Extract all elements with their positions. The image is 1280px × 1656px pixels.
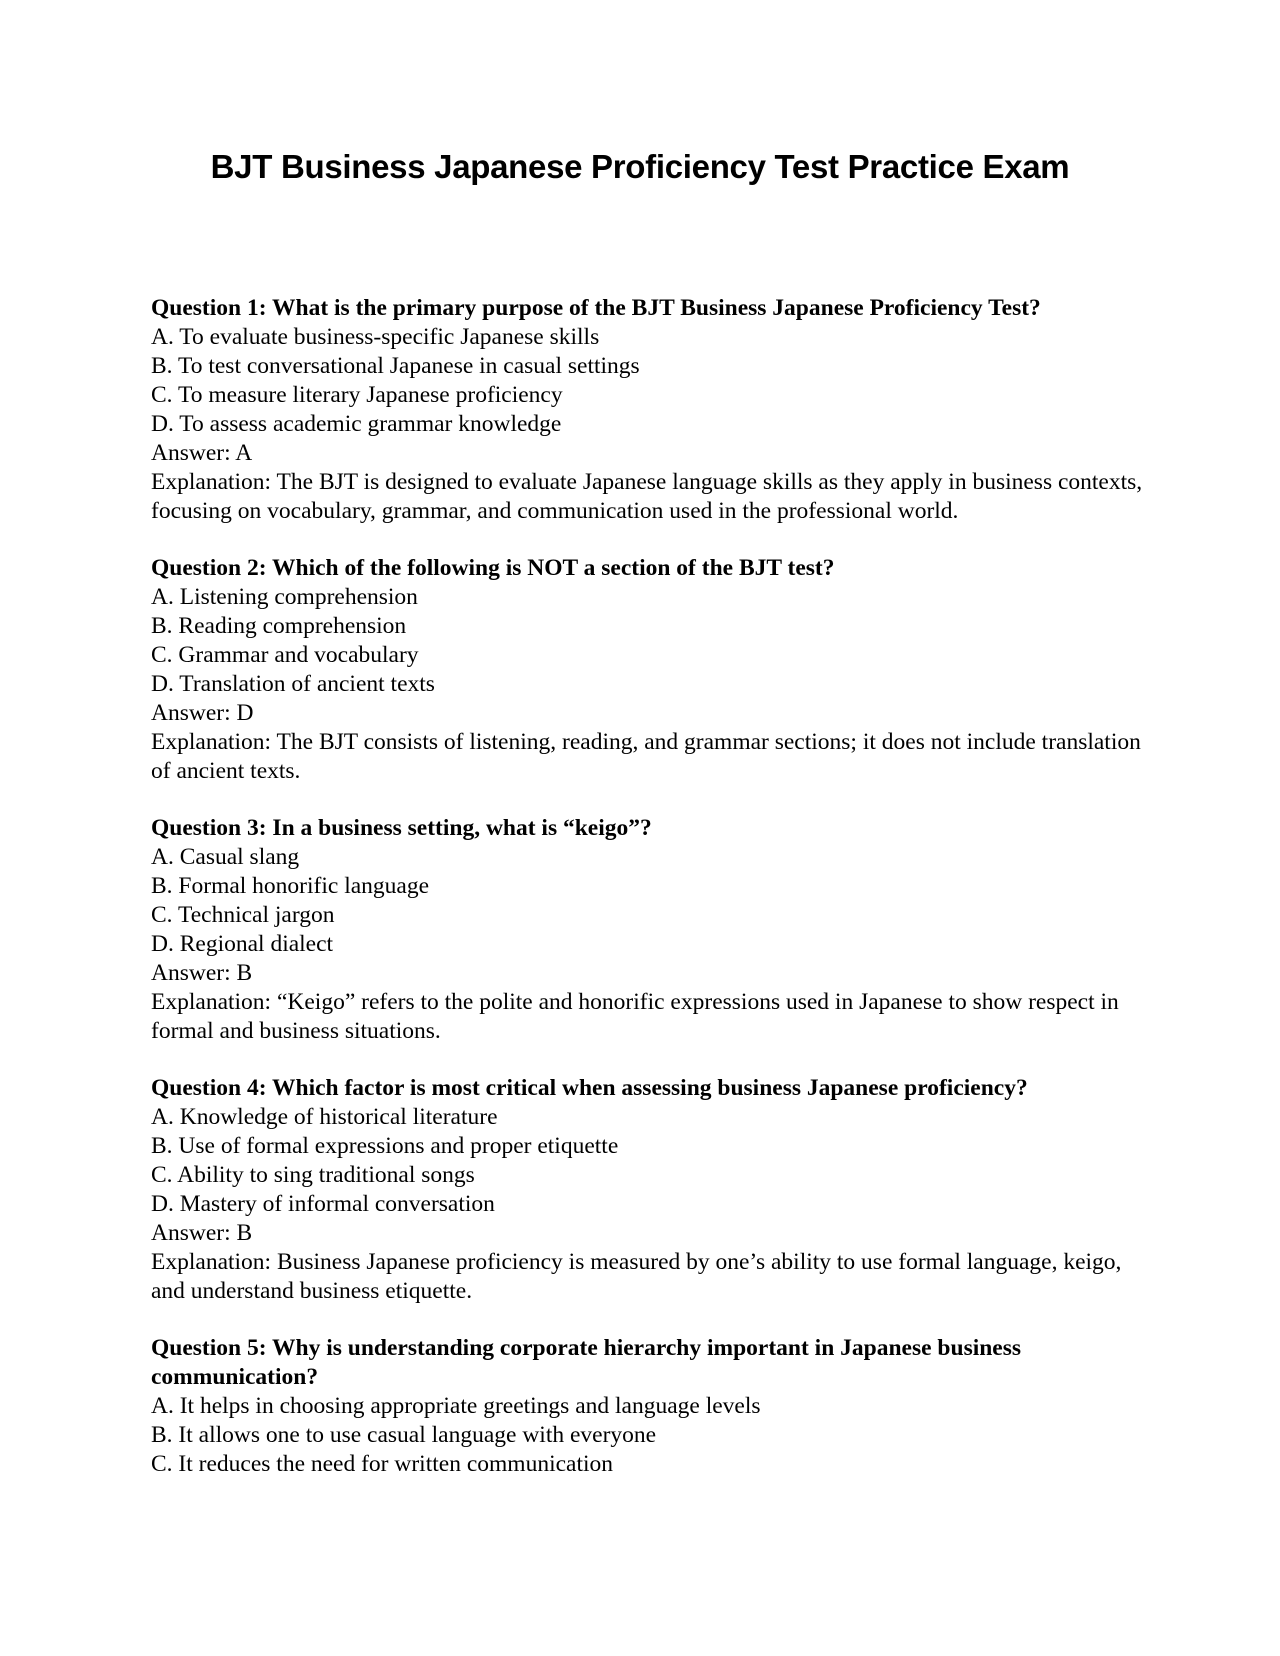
option-a: A. Casual slang bbox=[151, 844, 300, 870]
option-c: C. Technical jargon bbox=[151, 902, 335, 928]
page-title: BJT Business Japanese Proficiency Test Practice Exam bbox=[210, 148, 1070, 185]
question-text: Question 5: Why is understanding corporate hierarchy important in Japanese business communication? bbox=[151, 1335, 1022, 1390]
question-block-4 bbox=[151, 1074, 1151, 1306]
option-b: B. Reading comprehension bbox=[151, 613, 407, 639]
explanation: Explanation: Business Japanese proficiency is measured by one’s ability to use formal language, keigo, and understand business etiquette. bbox=[151, 1249, 1122, 1304]
option-c: C. It reduces the need for written communication bbox=[151, 1451, 614, 1477]
option-b: B. It allows one to use casual language with everyone bbox=[151, 1422, 657, 1448]
explanation: Explanation: The BJT consists of listening, reading, and grammar sections; it does not include translation of ancient texts. bbox=[151, 729, 1141, 784]
question-text: Question 2: Which of the following is NOT a section of the BJT test? bbox=[151, 555, 835, 581]
option-b: B. To test conversational Japanese in casual settings bbox=[151, 353, 640, 379]
answer: Answer: D bbox=[151, 700, 254, 726]
question-block-5 bbox=[151, 1334, 1151, 1479]
option-a: A. Listening comprehension bbox=[151, 584, 418, 610]
option-d: D. Regional dialect bbox=[151, 931, 334, 957]
option-a: A. Knowledge of historical literature bbox=[151, 1104, 498, 1130]
answer: Answer: B bbox=[151, 960, 253, 986]
option-a: A. It helps in choosing appropriate greetings and language levels bbox=[151, 1393, 761, 1419]
option-d: D. To assess academic grammar knowledge bbox=[151, 411, 562, 437]
option-c: C. Ability to sing traditional songs bbox=[151, 1162, 475, 1188]
question-text: Question 1: What is the primary purpose of the BJT Business Japanese Proficiency Test? bbox=[151, 295, 1041, 321]
option-b: B. Formal honorific language bbox=[151, 873, 430, 899]
question-text: Question 3: In a business setting, what is “keigo”? bbox=[151, 815, 652, 841]
option-c: C. Grammar and vocabulary bbox=[151, 642, 419, 668]
question-block-1 bbox=[151, 294, 1151, 526]
option-d: D. Translation of ancient texts bbox=[151, 671, 435, 697]
option-b: B. Use of formal expressions and proper etiquette bbox=[151, 1133, 619, 1159]
answer: Answer: B bbox=[151, 1220, 253, 1246]
option-d: D. Mastery of informal conversation bbox=[151, 1191, 495, 1217]
question-list bbox=[151, 294, 1151, 1507]
question-block-2 bbox=[151, 554, 1151, 786]
option-c: C. To measure literary Japanese proficiency bbox=[151, 382, 563, 408]
question-text: Question 4: Which factor is most critical when assessing business Japanese proficiency? bbox=[151, 1075, 1028, 1101]
question-block-3 bbox=[151, 814, 1151, 1046]
explanation: Explanation: The BJT is designed to evaluate Japanese language skills as they apply in business contexts, focusing on vocabulary, grammar, and communication used in the professional world. bbox=[151, 469, 1143, 524]
option-a: A. To evaluate business-specific Japanese skills bbox=[151, 324, 600, 350]
explanation: Explanation: “Keigo” refers to the polite and honorific expressions used in Japanese to show respect in formal and business situations. bbox=[151, 989, 1119, 1044]
answer: Answer: A bbox=[151, 440, 253, 466]
